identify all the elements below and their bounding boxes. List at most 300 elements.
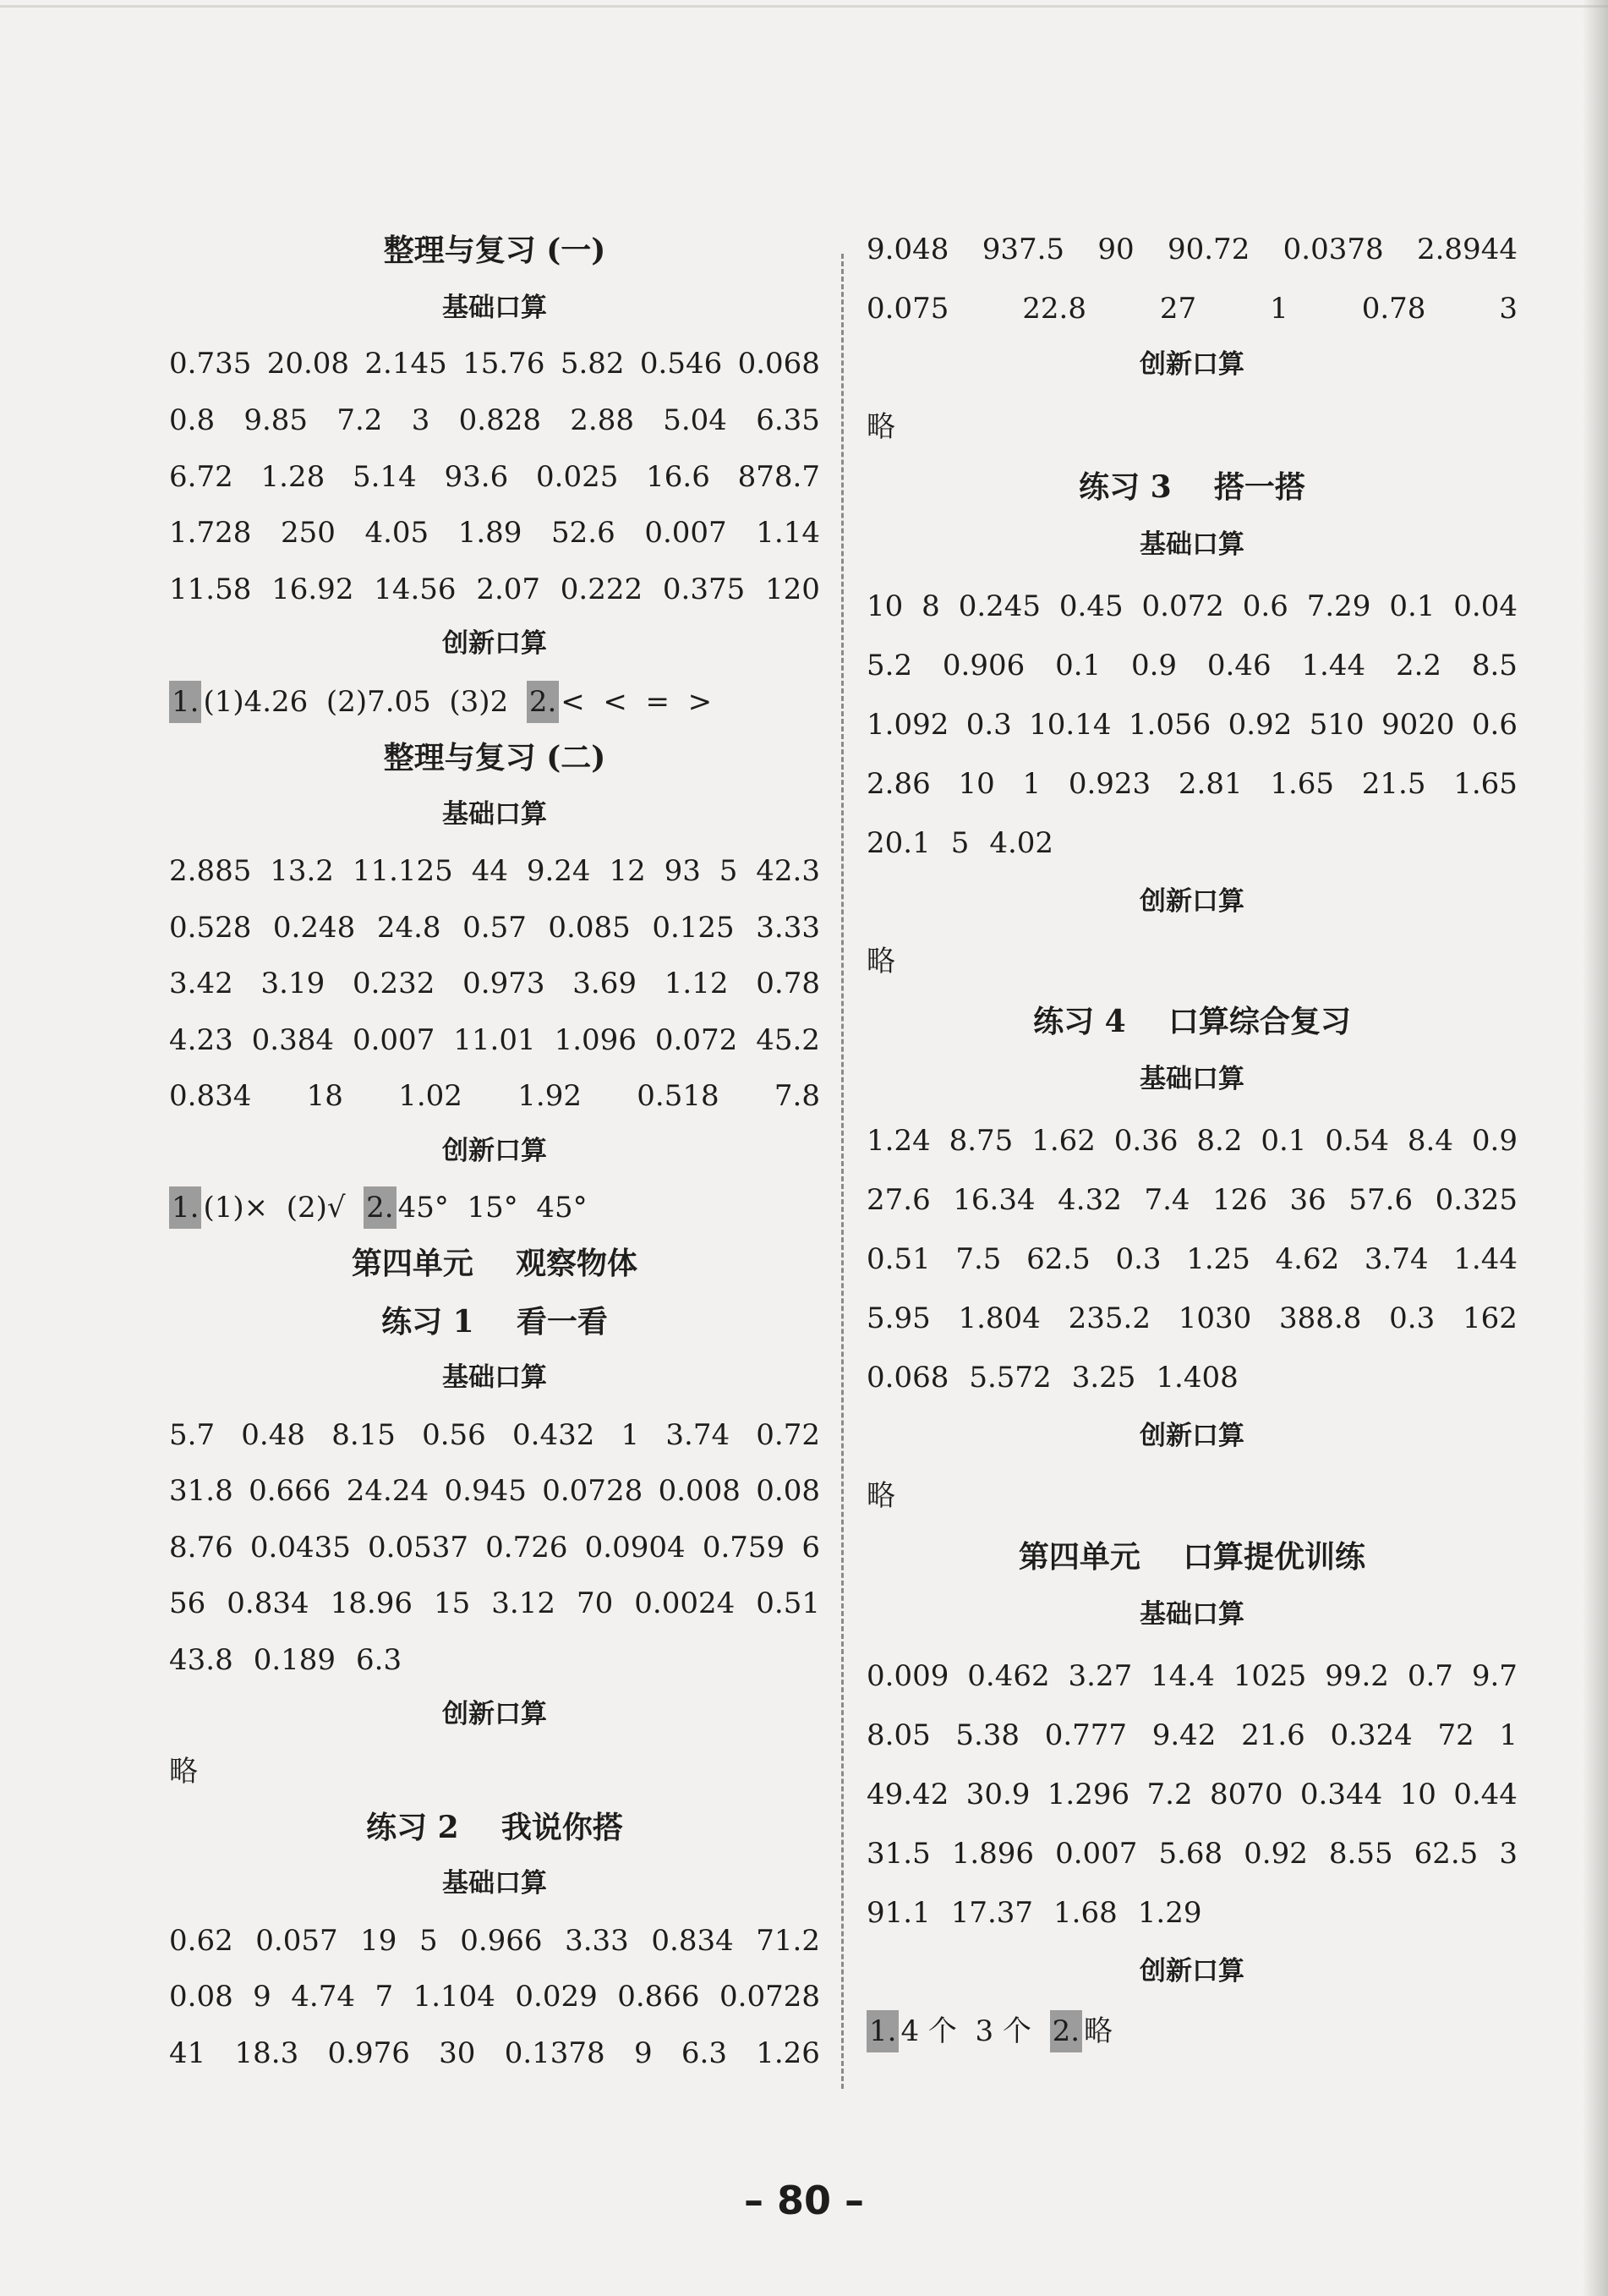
answer-value: 31.5 [867, 1837, 931, 1871]
answer-value: 90.72 [1167, 233, 1250, 266]
answer-value: 93 [664, 854, 701, 888]
top-edge-line [0, 5, 1608, 8]
answer-value: 18.96 [330, 1586, 413, 1620]
question-number: 2. [527, 681, 559, 723]
answer-value: 13.2 [270, 854, 334, 888]
answer-value: 16.34 [953, 1183, 1036, 1217]
answer-value: 0.029 [515, 1980, 598, 2014]
answer-value: 0.9 [1471, 1124, 1518, 1158]
answer-row [867, 585, 1518, 627]
answer-row [867, 228, 1518, 271]
answer-value: 0.735 [169, 347, 252, 381]
subsection-heading: 创新口算 [442, 628, 547, 659]
answer-value: 3.69 [572, 967, 637, 1000]
answer-text: (1)4.26 (2)7.05 (3)2 [203, 685, 527, 719]
answer-value: 162 [1463, 1301, 1518, 1335]
answer-value: 0.04 [1453, 589, 1518, 623]
answer-value: 0.834 [651, 1924, 734, 1958]
answer-value: 24.24 [346, 1474, 429, 1508]
subsection-heading: 基础口算 [442, 293, 547, 323]
answer-value: 1.25 [1186, 1242, 1250, 1276]
answer-value: 1025 [1233, 1659, 1307, 1693]
answer-value: 0.125 [652, 911, 735, 945]
answer-value: 11.58 [169, 573, 252, 606]
answer-value: 235.2 [1068, 1301, 1151, 1335]
answer-value: 1.296 [1047, 1778, 1130, 1811]
section-heading: 整理与复习 (一) [383, 233, 606, 268]
answer-row [169, 456, 820, 498]
answer-value: 24.8 [376, 911, 441, 945]
answer-value: 0.0378 [1283, 233, 1384, 266]
answer-value: 0.923 [1068, 767, 1151, 801]
answer-value: 0.834 [169, 1079, 252, 1113]
answer-value: 0.528 [169, 911, 252, 945]
answer-value: 8.15 [331, 1418, 396, 1452]
subsection-heading: 基础口算 [442, 799, 547, 830]
answer-value: 0.0728 [719, 1980, 820, 2014]
answer-value: 72 [1437, 1718, 1474, 1752]
answer-value: 0.973 [462, 967, 545, 1000]
answer-value: 1.804 [958, 1301, 1041, 1335]
answer-value: 1.728 [169, 516, 252, 550]
answer-row [867, 1655, 1518, 1697]
answer-value: 1.092 [867, 708, 949, 742]
answer-value: 1.68 [1053, 1896, 1118, 1930]
subsection-heading: 基础口算 [1140, 529, 1244, 560]
answer-value: 17.37 [950, 1896, 1034, 1930]
answer-value: 0.78 [1361, 292, 1426, 326]
answer-value: 21.5 [1361, 767, 1426, 801]
answer-value: 18 [306, 1079, 343, 1113]
answer-value: 16.6 [646, 460, 710, 494]
answer-value: 7.5 [955, 1242, 1002, 1276]
answer-value: 8.05 [867, 1718, 931, 1752]
answer-value: 8070 [1209, 1778, 1283, 1811]
answer-row [169, 850, 820, 892]
answer-row [867, 704, 1518, 746]
answer-value: 1.104 [413, 1980, 495, 2014]
answer-value: 0.51 [867, 1242, 931, 1276]
subsection-heading: 创新口算 [1140, 1421, 1244, 1451]
answer-value: 0.834 [227, 1586, 309, 1620]
answer-value: 2.2 [1395, 649, 1442, 682]
answer-value: 0.46 [1206, 649, 1272, 682]
answer-value: 5.04 [663, 403, 727, 437]
answer-value: 0.72 [756, 1418, 820, 1452]
answer-row [867, 1179, 1518, 1221]
answer-value: 1.65 [1453, 767, 1518, 801]
section-heading: 第四单元 观察物体 [351, 1246, 638, 1281]
answer-value: 0.384 [251, 1023, 335, 1057]
answer-value: 0.072 [1141, 589, 1224, 623]
subsection-heading: 创新口算 [1140, 1956, 1244, 1986]
answer-value: 5.572 [969, 1361, 1052, 1395]
answer-value: 9.7 [1471, 1659, 1518, 1693]
answer-value: 3.33 [756, 911, 820, 945]
answer-value: 0.08 [756, 1474, 820, 1508]
page-edge-shadow [1583, 0, 1608, 2296]
answer-row [169, 1975, 820, 2018]
answer-text: 略 [169, 1755, 198, 1789]
answer-row [867, 1356, 1518, 1399]
answer-value: 1.65 [1270, 767, 1335, 801]
answer-value: 4.32 [1058, 1183, 1122, 1217]
answer-value: 0.92 [1244, 1837, 1308, 1871]
answer-value: 11.125 [352, 854, 453, 888]
answer-value: 71.2 [756, 1924, 820, 1958]
answer-value: 0.44 [1453, 1778, 1518, 1811]
answer-value: 0.906 [942, 649, 1026, 682]
section-heading: 练习 4 口算综合复习 [1033, 1004, 1351, 1039]
answer-value: 30.9 [965, 1778, 1031, 1811]
answer-value: 7 [375, 1980, 394, 2014]
answer-value: 1.02 [398, 1079, 462, 1113]
answer-value: 1.89 [457, 516, 522, 550]
answer-value: 10 [1399, 1778, 1436, 1811]
answer-value: 49.42 [867, 1778, 949, 1811]
answer-value: 120 [765, 573, 820, 606]
subsection-heading: 基础口算 [1140, 1599, 1244, 1630]
answer-value: 8 [922, 589, 940, 623]
answer-value: 1.44 [1301, 649, 1366, 682]
answer-value: 56 [169, 1586, 206, 1620]
answer-value: 0.0435 [249, 1531, 351, 1564]
answer-text: 略 [867, 1479, 895, 1513]
answer-value: 62.5 [1026, 1242, 1091, 1276]
answer-value: 0.546 [639, 347, 723, 381]
answer-value: 6.72 [169, 460, 233, 494]
answer-text: 略 [867, 945, 895, 978]
answer-value: 9.85 [243, 403, 309, 437]
answer-row [867, 2010, 1518, 2052]
answer-value: 2.8944 [1416, 233, 1518, 266]
answer-value: 1.28 [260, 460, 325, 494]
answer-value: 0.1 [1389, 589, 1436, 623]
answer-row [867, 644, 1518, 687]
answer-value: 4.62 [1275, 1242, 1340, 1276]
answer-value: 0.248 [272, 911, 356, 945]
answer-value: 0.8 [169, 403, 216, 437]
answer-value: 8.4 [1407, 1124, 1453, 1158]
page-number: – 80 – [743, 2178, 865, 2223]
answer-value: 3.19 [260, 967, 325, 1000]
answer-row [169, 1414, 820, 1456]
answer-value: 0.6 [1242, 589, 1288, 623]
answer-value: 1 [1270, 292, 1288, 326]
subsection-heading: 基础口算 [442, 1868, 547, 1899]
answer-value: 0.245 [958, 589, 1042, 623]
answer-value: 0.54 [1325, 1124, 1390, 1158]
answer-value: 0.518 [637, 1079, 719, 1113]
answer-value: 6.35 [756, 403, 820, 437]
answer-value: 1.056 [1128, 708, 1211, 742]
answer-value: 90 [1097, 233, 1135, 266]
answer-value: 0.7 [1407, 1659, 1453, 1693]
answer-value: 18.3 [234, 2036, 299, 2070]
answer-row [169, 1019, 820, 1061]
answer-value: 0.48 [241, 1418, 305, 1452]
answer-value: 57.6 [1348, 1183, 1414, 1217]
answer-row [169, 962, 820, 1005]
answer-value: 7.8 [774, 1079, 820, 1113]
subsection-heading: 基础口算 [1140, 1064, 1244, 1094]
answer-value: 0.3 [1115, 1242, 1162, 1276]
answer-row [169, 1639, 820, 1681]
answer-value: 0.08 [169, 1980, 233, 2014]
answer-value: 0.78 [756, 967, 820, 1000]
answer-value: 0.324 [1330, 1718, 1413, 1752]
answer-value: 126 [1212, 1183, 1267, 1217]
answer-value: 0.62 [169, 1924, 233, 1958]
answer-value: 31.8 [169, 1474, 233, 1508]
answer-value: 3.25 [1071, 1361, 1136, 1395]
answer-value: 15 [434, 1586, 471, 1620]
answer-value: 0.866 [617, 1980, 700, 2014]
question-number: 1. [169, 681, 201, 723]
answer-value: 1.29 [1137, 1896, 1202, 1930]
answer-value: 0.92 [1228, 708, 1293, 742]
answer-value: 5.2 [867, 649, 913, 682]
answer-value: 3.27 [1068, 1659, 1133, 1693]
answer-value: 3.42 [169, 967, 233, 1000]
answer-value: 9.24 [526, 854, 591, 888]
answer-value: 0.666 [249, 1474, 331, 1508]
answer-value: 0.232 [353, 967, 435, 1000]
answer-value: 0.51 [756, 1586, 820, 1620]
answer-value: 3.74 [1364, 1242, 1429, 1276]
subsection-heading: 创新口算 [1140, 349, 1244, 380]
answer-value: 0.56 [422, 1418, 486, 1452]
answer-row [169, 1186, 820, 1229]
answer-value: 7.4 [1144, 1183, 1190, 1217]
answer-value: 0.1 [1055, 649, 1102, 682]
answer-value: 0.432 [512, 1418, 595, 1452]
answer-row [169, 907, 820, 949]
subsection-heading: 创新口算 [442, 1136, 547, 1166]
answer-value: 27.6 [867, 1183, 931, 1217]
answer-value: 91.1 [867, 1896, 931, 1930]
answer-value: 5 [419, 1924, 438, 1958]
answer-value: 0.009 [867, 1659, 949, 1693]
answer-row [169, 1582, 820, 1625]
answer-value: 0.966 [460, 1924, 543, 1958]
answer-row [867, 1773, 1518, 1816]
answer-value: 1.92 [517, 1079, 582, 1113]
answer-value: 0.007 [644, 516, 727, 550]
answer-value: 510 [1309, 708, 1365, 742]
answer-row [169, 1075, 820, 1117]
answer-value: 9020 [1381, 708, 1455, 742]
answer-value: 16.92 [271, 573, 354, 606]
answer-value: 0.57 [462, 911, 527, 945]
answer-value: 8.5 [1471, 649, 1518, 682]
answer-value: 1.408 [1156, 1361, 1239, 1395]
answer-value: 0.0537 [368, 1531, 468, 1564]
answer-value: 0.976 [327, 2036, 410, 2070]
answer-value: 5.82 [560, 347, 625, 381]
answer-value: 43.8 [169, 1643, 233, 1677]
answer-value: 0.068 [737, 347, 820, 381]
subsection-heading: 创新口算 [1140, 886, 1244, 917]
answer-value: 99.2 [1325, 1659, 1389, 1693]
answer-row [169, 1470, 820, 1512]
answer-value: 5.38 [955, 1718, 1020, 1752]
answer-value: 0.057 [255, 1924, 338, 1958]
answer-value: 15.76 [462, 347, 545, 381]
answer-value: 388.8 [1279, 1301, 1362, 1335]
column-divider [841, 254, 844, 2089]
answer-value: 42.3 [756, 854, 820, 888]
answer-row [169, 399, 820, 441]
answer-value: 8.55 [1328, 1837, 1393, 1871]
answer-value: 0.085 [548, 911, 631, 945]
answer-value: 0.072 [654, 1023, 738, 1057]
subsection-heading: 基础口算 [442, 1362, 547, 1393]
answer-value: 20.1 [867, 826, 931, 860]
answer-value: 0.0728 [542, 1474, 643, 1508]
answer-row [867, 288, 1518, 330]
answer-value: 937.5 [982, 233, 1065, 266]
answer-value: 11.01 [453, 1023, 536, 1057]
answer-value: 0.828 [458, 403, 541, 437]
answer-value: 5 [950, 826, 970, 860]
answer-value: 7.2 [1146, 1778, 1193, 1811]
answer-value: 1.26 [756, 2036, 820, 2070]
answer-value: 0.6 [1471, 708, 1518, 742]
answer-value: 14.56 [374, 573, 457, 606]
answer-value: 0.068 [867, 1361, 949, 1395]
section-heading: 整理与复习 (二) [383, 740, 606, 775]
answer-value: 2.81 [1178, 767, 1243, 801]
question-number: 1. [169, 1186, 201, 1229]
answer-row [169, 568, 820, 611]
answer-value: 6.3 [681, 2036, 727, 2070]
answer-value: 10 [958, 767, 995, 801]
answer-value: 2.88 [570, 403, 634, 437]
answer-value: 0.007 [1055, 1837, 1138, 1871]
answer-text: < < = > [561, 685, 713, 719]
answer-value: 2.86 [867, 767, 931, 801]
answer-value: 4.05 [364, 516, 429, 550]
answer-value: 14.4 [1151, 1659, 1215, 1693]
answer-value: 0.0904 [584, 1531, 686, 1564]
answer-value: 2.07 [476, 573, 541, 606]
answer-value: 93.6 [444, 460, 509, 494]
answer-value: 1.896 [951, 1837, 1035, 1871]
answer-value: 0.759 [702, 1531, 785, 1564]
answer-row [169, 681, 820, 723]
answer-value: 5 [719, 854, 738, 888]
answer-value: 19 [360, 1924, 397, 1958]
section-heading: 练习 2 我说你搭 [366, 1810, 623, 1845]
answer-value: 6 [801, 1531, 820, 1564]
section-heading: 第四单元 口算提优训练 [1018, 1539, 1366, 1575]
answer-text: 4 个 3 个 [900, 2014, 1050, 2048]
answer-value: 9 [633, 2036, 653, 2070]
answer-value: 9.42 [1151, 1718, 1217, 1752]
answer-value: 21.6 [1241, 1718, 1305, 1752]
answer-value: 0.375 [662, 573, 746, 606]
answer-value: 1.24 [867, 1124, 931, 1158]
answer-row [169, 342, 820, 385]
answer-value: 0.007 [352, 1023, 435, 1057]
answer-text: 略 [1084, 2014, 1113, 2048]
answer-row [169, 1920, 820, 1962]
answer-value: 5.68 [1158, 1837, 1223, 1871]
answer-value: 9 [253, 1980, 271, 2014]
answer-value: 8.75 [949, 1124, 1014, 1158]
answer-row [867, 1833, 1518, 1875]
answer-value: 0.45 [1058, 589, 1124, 623]
answer-value: 0.3 [1389, 1301, 1436, 1335]
answer-value: 250 [280, 516, 336, 550]
answer-value: 4.02 [989, 826, 1054, 860]
answer-value: 0.945 [444, 1474, 527, 1508]
answer-value: 3.74 [665, 1418, 730, 1452]
answer-value: 1.096 [554, 1023, 637, 1057]
answer-value: 2.145 [364, 347, 447, 381]
answer-value: 1 [1499, 1718, 1518, 1752]
answer-value: 4.23 [169, 1023, 233, 1057]
answer-row [867, 822, 1518, 864]
answer-value: 0.075 [867, 292, 949, 326]
answer-row [867, 763, 1518, 805]
answer-value: 12 [609, 854, 646, 888]
answer-value: 7.29 [1306, 589, 1371, 623]
answer-value: 0.1 [1261, 1124, 1307, 1158]
answer-row [169, 2032, 820, 2074]
answer-value: 70 [577, 1586, 614, 1620]
answer-value: 9.048 [867, 233, 949, 266]
answer-value: 1030 [1178, 1301, 1252, 1335]
answer-value: 44 [471, 854, 508, 888]
answer-row [867, 1120, 1518, 1162]
answer-text: 略 [867, 410, 895, 444]
answer-text: (1)× (2)√ [203, 1191, 364, 1225]
question-number: 2. [364, 1186, 396, 1229]
answer-text: 45° 15° 45° [397, 1191, 588, 1225]
answer-value: 1.12 [664, 967, 729, 1000]
answer-value: 7.2 [336, 403, 383, 437]
answer-value: 1 [1022, 767, 1042, 801]
answer-value: 30 [439, 2036, 476, 2070]
answer-value: 0.726 [485, 1531, 568, 1564]
answer-value: 0.025 [536, 460, 619, 494]
answer-value: 1.14 [756, 516, 820, 550]
subsection-heading: 创新口算 [442, 1699, 547, 1729]
answer-value: 4.74 [291, 1980, 355, 2014]
answer-value: 878.7 [737, 460, 820, 494]
answer-value: 6.3 [356, 1643, 402, 1677]
answer-value: 3.12 [491, 1586, 555, 1620]
answer-value: 0.222 [560, 573, 643, 606]
answer-value: 1.62 [1031, 1124, 1096, 1158]
answer-value: 0.325 [1435, 1183, 1518, 1217]
answer-value: 0.0024 [634, 1586, 736, 1620]
answer-row [169, 512, 820, 554]
answer-value: 10 [867, 589, 904, 623]
answer-value: 52.6 [551, 516, 615, 550]
answer-value: 5.14 [353, 460, 417, 494]
answer-value: 1 [621, 1418, 640, 1452]
answer-row [169, 1526, 820, 1569]
answer-value: 3 [1499, 1837, 1518, 1871]
answer-value: 45.2 [756, 1023, 820, 1057]
answer-value: 41 [169, 2036, 206, 2070]
answer-value: 5.95 [867, 1301, 931, 1335]
answer-value: 0.777 [1044, 1718, 1128, 1752]
answer-row [867, 1892, 1518, 1934]
